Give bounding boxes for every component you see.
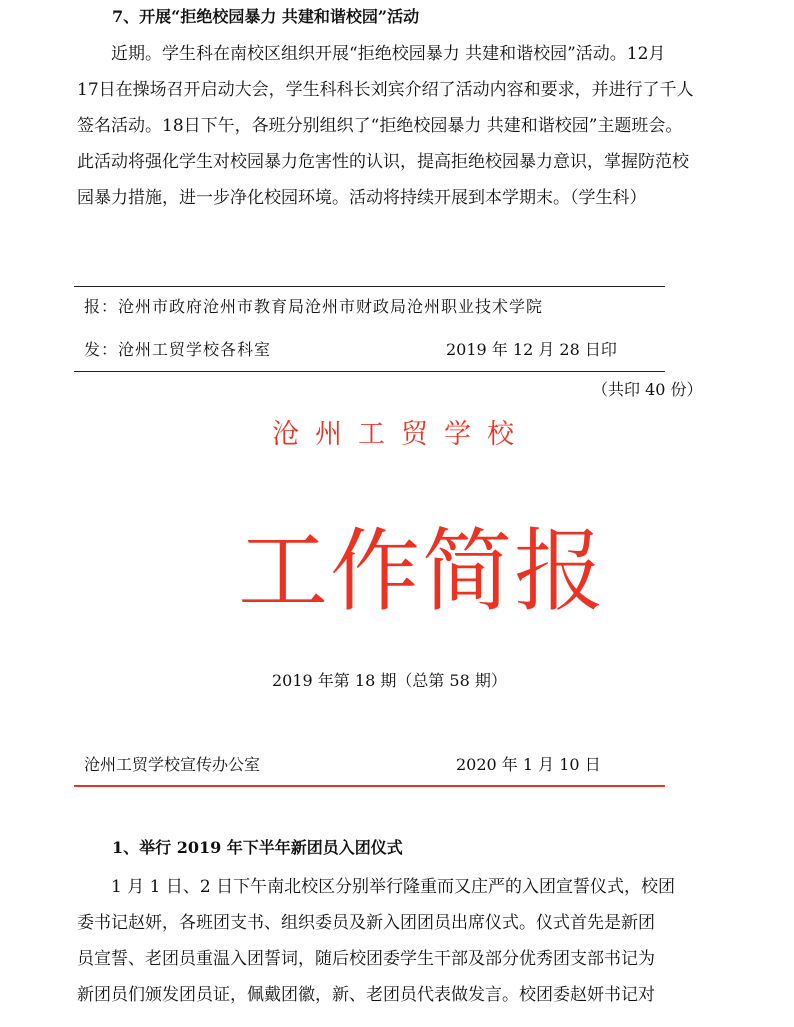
section-7-body bbox=[77, 36, 727, 216]
body-line: 17日在操场召开启动大会，学生科科长刘宾介绍了活动内容和要求，并进行了千人 bbox=[77, 80, 694, 100]
masthead-red-rule bbox=[74, 785, 665, 787]
copies-count: （共印 40 份） bbox=[592, 380, 703, 399]
print-date: 2019 年 12 月 28 日印 bbox=[446, 340, 617, 359]
body-line: 新团员们颁发团员证，佩戴团徽，新、老团员代表做发言。校团委赵妍书记对 bbox=[77, 985, 655, 1005]
report-to-line: 报：沧州市政府沧州市教育局沧州市财政局沧州职业技术学院 bbox=[84, 297, 544, 316]
publish-date: 2020 年 1 月 10 日 bbox=[456, 755, 601, 774]
body-line: 近期。学生科在南校区组织开展“拒绝校园暴力 共建和谐校园”活动。12月 bbox=[111, 44, 666, 64]
publishing-office: 沧州工贸学校宣传办公室 bbox=[84, 755, 261, 774]
body-line: 员宣誓、老团员重温入团誓词，随后校团委学生干部及部分优秀团支部书记为 bbox=[77, 949, 655, 969]
distribution-bottom-rule bbox=[74, 371, 665, 372]
masthead-title: 工作简报 bbox=[238, 519, 606, 624]
body-line: 委书记赵妍，各班团支书、组织委员及新入团团员出席仪式。仪式首先是新团 bbox=[77, 913, 655, 933]
body-line: 此活动将强化学生对校园暴力危害性的认识，提高拒绝校园暴力意识，掌握防范校 bbox=[77, 152, 689, 172]
distribution-top-rule bbox=[74, 286, 665, 287]
body-line: 园暴力措施，进一步净化校园环境。活动将持续开展到本学期末。（学生科） bbox=[77, 188, 647, 208]
section-1-heading: 1、举行 2019 年下半年新团员入团仪式 bbox=[112, 838, 403, 857]
section-1-body bbox=[77, 869, 727, 1013]
send-to-line: 发：沧州工贸学校各科室 bbox=[84, 340, 272, 359]
masthead-organization: 沧州工贸学校 bbox=[272, 419, 530, 450]
body-line: 1 月 1 日、2 日下午南北校区分别举行隆重而又庄严的入团宣誓仪式，校团 bbox=[111, 877, 676, 897]
body-line: 签名活动。18日下午，各班分别组织了“拒绝校园暴力 共建和谐校园”主题班会。 bbox=[77, 116, 683, 136]
issue-number: 2019 年第 18 期（总第 58 期） bbox=[272, 671, 507, 690]
section-7-heading: 7、开展“拒绝校园暴力 共建和谐校园”活动 bbox=[112, 7, 420, 26]
